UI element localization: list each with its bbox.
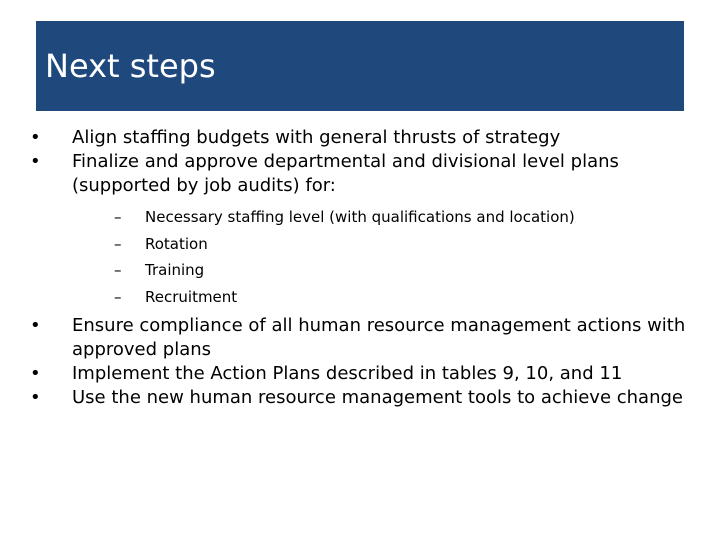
bullet-dot-icon: • <box>30 127 41 148</box>
bullet-dot-icon: • <box>30 315 41 336</box>
bullet-item <box>30 126 690 150</box>
sub-bullet-text: Rotation <box>145 234 208 253</box>
bullet-item <box>30 386 690 410</box>
bullet-text: Align staffing budgets with general thrusts of strategy <box>72 127 561 148</box>
bullet-text: Ensure compliance of all human resource management actions with approved plans <box>72 315 686 360</box>
bullet-dot-icon: • <box>30 151 41 172</box>
dash-icon: – <box>114 234 122 253</box>
sub-bullet-item <box>114 204 690 231</box>
bullet-text: Use the new human resource management tools to achieve change <box>72 387 683 408</box>
bullet-text: Finalize and approve departmental and divisional level plans (supported by job audits) for: <box>72 151 619 196</box>
bullet-dot-icon: • <box>30 387 41 408</box>
dash-icon: – <box>114 208 122 226</box>
sub-bullet-text: Training <box>145 261 205 279</box>
title-bar <box>36 21 684 111</box>
sub-bullet-text: Necessary staffing level (with qualifications and location) <box>145 208 575 226</box>
sub-bullet-item <box>114 231 690 258</box>
slide-title: Next steps <box>45 47 216 85</box>
slide-body <box>30 126 690 410</box>
sub-bullet-item <box>114 257 690 284</box>
bullet-list <box>30 126 690 410</box>
sub-bullet-list <box>72 204 690 310</box>
sub-bullet-item <box>114 284 690 311</box>
bullet-item <box>30 362 690 386</box>
bullet-dot-icon: • <box>30 363 41 384</box>
dash-icon: – <box>114 261 122 279</box>
sub-bullet-text: Recruitment <box>145 287 238 306</box>
dash-icon: – <box>114 287 122 306</box>
bullet-item <box>30 314 690 362</box>
bullet-text: Implement the Action Plans described in tables 9, 10, and 11 <box>72 363 623 384</box>
bullet-item <box>30 150 690 310</box>
